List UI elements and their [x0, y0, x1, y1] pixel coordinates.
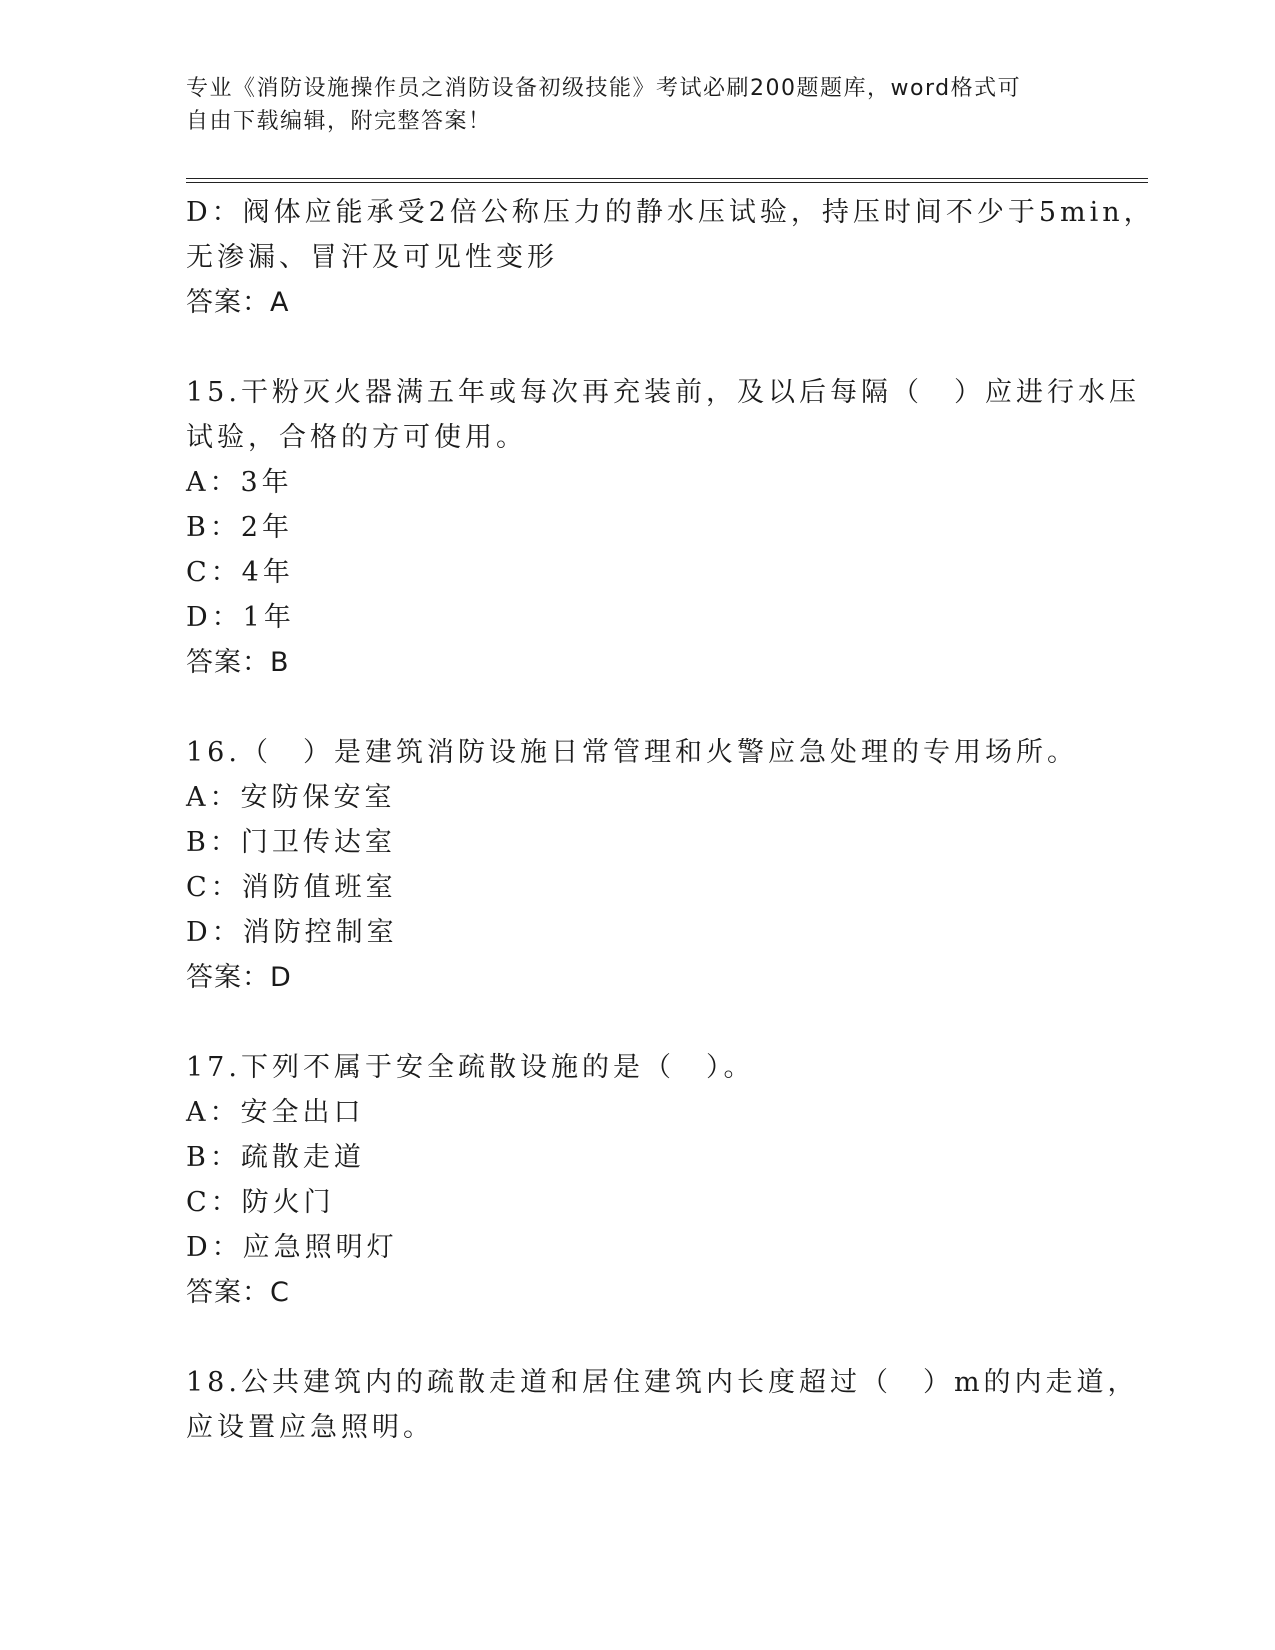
answer: 答案：C: [186, 1277, 290, 1308]
header-divider: [186, 178, 1148, 183]
option-a: A：安防保安室: [186, 782, 396, 813]
spacer: [186, 1315, 1086, 1360]
question-15: [186, 370, 1140, 685]
option-d-line-2: 无渗漏、冒汗及可见性变形: [186, 242, 558, 273]
option-c: C：4年: [186, 557, 294, 588]
answer: 答案：A: [186, 287, 290, 318]
spacer: [186, 325, 1086, 370]
question-18: [186, 1360, 1139, 1450]
option-a: A：安全出口: [186, 1097, 365, 1128]
option-c: C：消防值班室: [186, 872, 397, 903]
question-stem-line-2: 应设置应急照明。: [186, 1412, 434, 1443]
option-d: D：1年: [186, 602, 295, 633]
option-b: B：2年: [186, 512, 294, 543]
question-stem: 16.（ ）是建筑消防设施日常管理和火警应急处理的专用场所。: [186, 737, 1078, 768]
header-title-line-2: 自由下载编辑，附完整答案！: [186, 109, 492, 134]
question-stem-line-2: 试验，合格的方可使用。: [186, 422, 527, 453]
option-c: C：防火门: [186, 1187, 335, 1218]
question-stem: 17.下列不属于安全疏散设施的是（ ）。: [186, 1052, 755, 1083]
option-b: B：疏散走道: [186, 1142, 365, 1173]
question-16: [186, 730, 1086, 1000]
option-d: D：消防控制室: [186, 917, 398, 948]
header-title-line-1: 专业《消防设施操作员之消防设备初级技能》考试必刷200题题库，word格式可: [186, 76, 1022, 101]
option-a: A：3年: [186, 467, 293, 498]
answer: 答案：D: [186, 962, 292, 993]
spacer: [186, 685, 1086, 730]
question-17: [186, 1045, 1086, 1315]
question-14-tail: [186, 190, 1155, 325]
option-d-line-1: D：阀体应能承受2倍公称压力的静水压试验，持压时间不少于5min，: [186, 197, 1155, 228]
option-d: D：应急照明灯: [186, 1232, 398, 1263]
document-header: [186, 72, 1066, 138]
question-list: [186, 190, 1155, 1450]
question-stem-line-1: 15.干粉灭火器满五年或每次再充装前，及以后每隔（ ）应进行水压: [186, 377, 1140, 408]
option-b: B：门卫传达室: [186, 827, 396, 858]
answer: 答案：B: [186, 647, 290, 678]
question-stem-line-1: 18.公共建筑内的疏散走道和居住建筑内长度超过（ ）m的内走道，: [186, 1367, 1139, 1398]
spacer: [186, 1000, 1086, 1045]
